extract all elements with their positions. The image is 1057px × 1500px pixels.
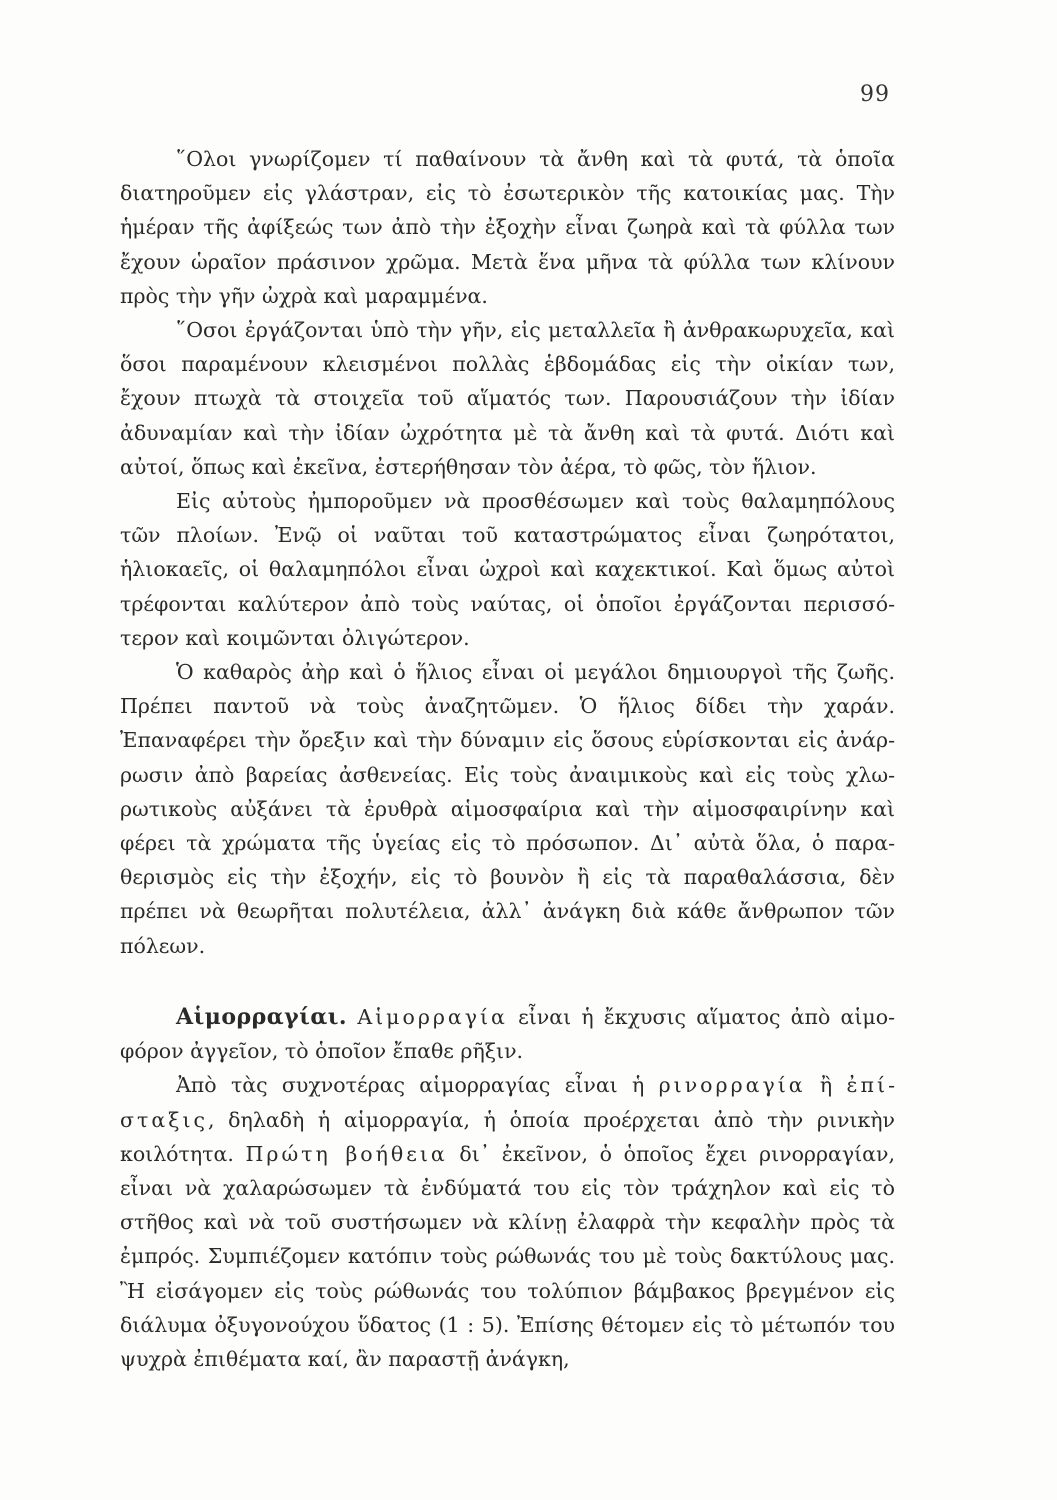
paragraph-plants: ῞Ολοι γνωρίζομεν τί παθαίνουν τὰ ἄνθη καὶ τὰ φυτά, τὰ ὁποῖα διατηροῦμεν εἰς γλάστραν, εἰς τὸ ἐσωτερικὸν τῆς κατοικίας μας. Τὴν ἡμέραν τῆς ἀφίξεώς των ἀπὸ τὴν ἐξοχὴν εἶναι ζωηρὰ καὶ τὰ φύλλα των ἔχουν ὡραῖον πράσινον χρῶμα. Μετὰ ἕνα μῆνα τὰ φύλλα των κλίνουν πρὸς τὴν γῆν ὠχρὰ καὶ μαραμμένα.	[120, 147, 895, 308]
term-hemorrhage: Αἱμορραγία	[357, 1005, 508, 1029]
nosebleed-or: ἢ	[805, 1073, 847, 1098]
paragraph-stewards: Εἰς αὐτοὺς ἠμποροῦμεν νὰ προσθέσωμεν καὶ τοὺς θαλαμηπόλους τῶν πλοίων. Ἐνῷ οἱ ναῦται τοῦ καταστρώματος εἶναι ζωηρότατοι, ἡλιοκαεῖς, οἱ θαλαμηπόλοι εἶναι ὠχροὶ καὶ καχεκτικοί. Καὶ ὅμως αὐτοὶ τρέφονται καλύτερον ἀπὸ τοὺς ναύτας, οἱ ὁποῖοι ἐργάζονται περισσότερον καὶ κοιμῶνται ὀλιγώτερον.	[120, 489, 895, 650]
page-number: 99	[860, 82, 890, 107]
paragraph-sun-and-air: Ὁ καθαρὸς ἀὴρ καὶ ὁ ἥλιος εἶναι οἱ μεγάλοι δημιουργοὶ τῆς ζωῆς. Πρέπει παντοῦ νὰ τοὺς ἀναζητῶμεν. Ὁ ἥλιος δίδει τὴν χαράν. Ἐπαναφέρει τὴν ὄρεξιν καὶ τὴν δύναμιν εἰς ὅσους εὑρίσκονται εἰς ἀνάρρωσιν ἀπὸ βαρείας ἀσθενείας. Εἰς τοὺς ἀναιμικοὺς καὶ εἰς τοὺς χλωρωτικοὺς αὐξάνει τὰ ἐρυθρὰ αἱμοσφαίρια καὶ τὴν αἱμοσφαιρίνην καὶ φέρει τὰ χρώματα τῆς ὑγείας εἰς τὸ πρόσωπον. Δι᾽ αὐτὰ ὅλα, ὁ παραθερισμὸς εἰς τὴν ἐξοχήν, εἰς τὸ βουνὸν ἢ εἰς τὰ παραθαλάσσια, δὲν πρέπει νὰ θεωρῆται πολυτέλεια, ἀλλ᾽ ἀνάγκη διὰ κάθε ἄνθρωπον τῶν πόλεων.	[120, 660, 895, 958]
term-first-aid: Πρώτη βοήθεια	[245, 1141, 448, 1166]
section-heading: Αἱμορραγίαι.	[176, 1004, 348, 1030]
nosebleed-definition: , δηλαδὴ ἡ αἱμορραγία, ἡ ὁποία προέρχεται ἀπὸ τὴν ρινικὴν κοιλότητα.	[120, 1107, 895, 1166]
term-rhinorrhagia: ρινορραγία	[658, 1073, 806, 1098]
section-fresh-air	[120, 142, 895, 963]
nosebleed-intro: Ἀπὸ τὰς συχνοτέρας αἱμορραγίας εἶναι ἡ	[176, 1073, 659, 1098]
paragraph-underground-workers: ῞Οσοι ἐργάζονται ὑπὸ τὴν γῆν, εἰς μεταλλεῖα ἢ ἀνθρακωρυχεῖα, καὶ ὅσοι παραμένουν κλεισμένοι πολλὰς ἑβδομάδας εἰς τὴν οἰκίαν των, ἔχουν πτωχὰ τὰ στοιχεῖα τοῦ αἵματός των. Παρουσιάζουν τὴν ἰδίαν ἀδυναμίαν καὶ τὴν ἰδίαν ὠχρότητα μὲ τὰ ἄνθη καὶ τὰ φυτά. Διότι καὶ αὐτοί, ὅπως καὶ ἐκεῖνα, ἐστερήθησαν τὸν ἀέρα, τὸ φῶς, τὸν ἥλιον.	[120, 318, 895, 479]
definition-text: εἶναι ἡ ἔκχυσις αἵματος ἀπὸ αἱμοφόρον ἀγγεῖον, τὸ ὁποῖον ἔπαθε ρῆξιν.	[120, 1005, 895, 1064]
section-hemorrhages	[120, 1000, 895, 1376]
first-aid-text: δι᾽ ἐκεῖνον, ὁ ὁποῖος ἔχει ρινορραγίαν, εἶναι νὰ χαλαρώσωμεν τὰ ἐνδύματά του εἰς τὸν τράχηλον καὶ εἰς τὸ στῆθος καὶ νὰ τοῦ συστήσωμεν νὰ κλίνῃ ἐλαφρὰ τὴν κεφαλὴν πρὸς τὰ ἐμπρός. Συμπιέζομεν κατόπιν τοὺς ρώθωνάς του μὲ τοὺς δακτύλους μας. Ἢ εἰσάγομεν εἰς τοὺς ρώθωνάς του τολύπιον βάμβακος βρεγμένον εἰς διάλυμα ὀξυγονούχου ὕδατος (1 : 5). Ἐπίσης θέτομεν εἰς τὸ μέτωπόν του ψυχρὰ ἐπιθέματα καί, ἂν παραστῇ ἀνάγκη,	[120, 1141, 895, 1372]
paragraph-nosebleed	[120, 1068, 895, 1376]
term-epistaxis: ἐπίσταξις	[120, 1073, 895, 1132]
paragraph-hemorrhage-definition	[120, 1000, 895, 1068]
